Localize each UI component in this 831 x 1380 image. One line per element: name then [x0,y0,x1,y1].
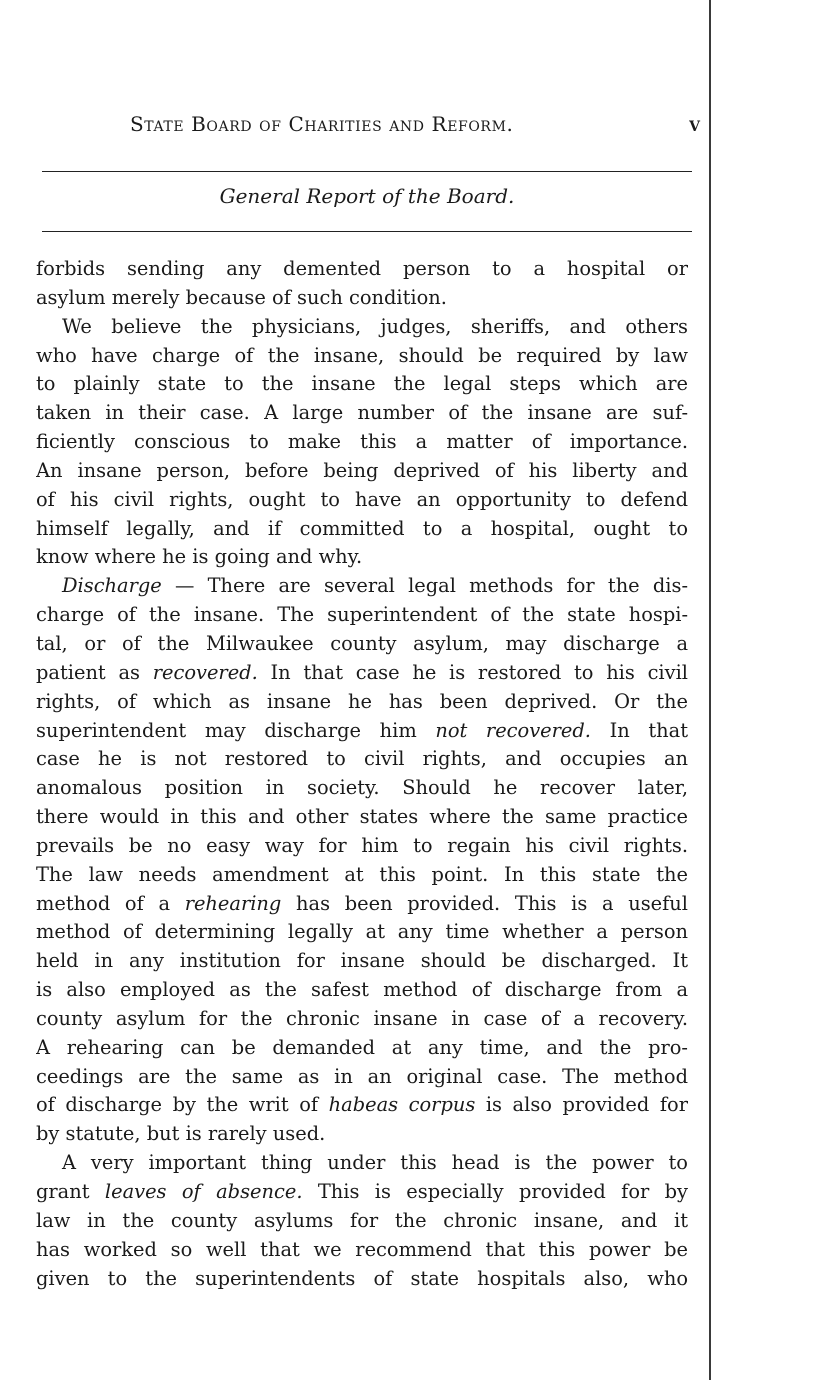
text-fragment: grant [36,1180,105,1203]
italic-text: Discharge [62,574,162,598]
italic-text: rehearing [184,891,282,915]
text-fragment: patient as [36,660,153,684]
text-line [36,1091,688,1120]
text-line: We believe the physicians, judges, sheriffs, and others [62,314,688,338]
text-line: forbids sending any demented person to a hospital or [36,257,688,280]
text-fragment: has been provided. This is a useful [281,891,688,915]
text-line: is also employed as the safest method of discharge from a [36,978,688,1002]
italic-text: recovered. [152,660,258,684]
header-rule-bottom [42,231,692,232]
text-line: by statute, but is rarely used. [36,1122,326,1146]
text-line: know where he is going and why. [36,545,363,569]
text-line: asylum merely because of such condition. [36,285,447,309]
text-line: prevails be no easy way for him to regain his civil rights. [36,833,688,857]
text-line: county asylum for the chronic insane in case of a recovery. [36,1006,688,1030]
text-line: law in the county asylums for the chronic insane, and it [36,1208,688,1232]
text-line: A rehearing can be demanded at any time, and the pro- [36,1035,688,1059]
page-header [130,112,700,140]
text-line: tal, or of the Milwaukee county asylum, may discharge a [36,631,688,655]
text-fragment: is also provided for [475,1093,688,1117]
text-line: ficiently conscious to make this a matter of importance. [36,430,688,454]
text-line [36,1178,688,1207]
running-head: State Board of Charities and Reform. [130,112,514,136]
text-line [36,717,688,746]
text-fragment: — There are several legal methods for the dis- [161,574,688,598]
text-line: method of determining legally at any time whether a person [36,920,688,944]
text-line: has worked so well that we recommend that this power be [36,1237,688,1261]
italic-text: leaves of absence. [104,1180,303,1203]
header-rule-top [42,171,692,172]
text-line: given to the superintendents of state hospitals also, who [36,1266,688,1290]
page-edge-line [709,0,711,1380]
text-line: A very important thing under this head is the power to [62,1151,688,1175]
text-line: rights, of which as insane he has been deprived. Or the [36,689,688,713]
text-fragment: This is especially provided for by [302,1180,688,1203]
text-fragment: superintendent may discharge him [36,718,436,742]
section-title: General Report of the Board. [219,184,515,208]
text-fragment: In that case he is restored to his civil [257,660,688,684]
text-line [36,659,688,688]
text-line [36,572,688,601]
text-line: there would in this and other states where the same practice [36,805,688,829]
text-line: to plainly state to the insane the legal steps which are [36,372,688,396]
text-line: himself legally, and if committed to a hospital, ought to [36,516,688,540]
text-line: taken in their case. A large number of the insane are suf- [36,401,688,425]
text-line: The law needs amendment at this point. In this state the [36,862,688,886]
italic-text: not recovered. [435,718,591,742]
text-line [36,890,688,919]
text-line: held in any institution for insane should be discharged. It [36,949,688,973]
text-line: case he is not restored to civil rights, and occupies an [36,747,688,771]
text-line: charge of the insane. The superintendent of the state hospi- [36,603,688,627]
text-line: anomalous position in society. Should he recover later, [36,776,688,800]
text-fragment: In that [590,718,688,742]
text-fragment: of discharge by the writ of [36,1093,329,1117]
text-line: ceedings are the same as in an original case. The method [36,1064,688,1088]
text-fragment: method of a [36,891,185,915]
page-number: v [689,112,700,136]
text-line: who have charge of the insane, should be required by law [36,343,688,367]
body-text [36,255,688,1293]
text-line: of his civil rights, ought to have an opportunity to defend [36,487,688,511]
text-line: An insane person, before being deprived of his liberty and [36,458,688,482]
italic-text: habeas corpus [328,1093,476,1117]
